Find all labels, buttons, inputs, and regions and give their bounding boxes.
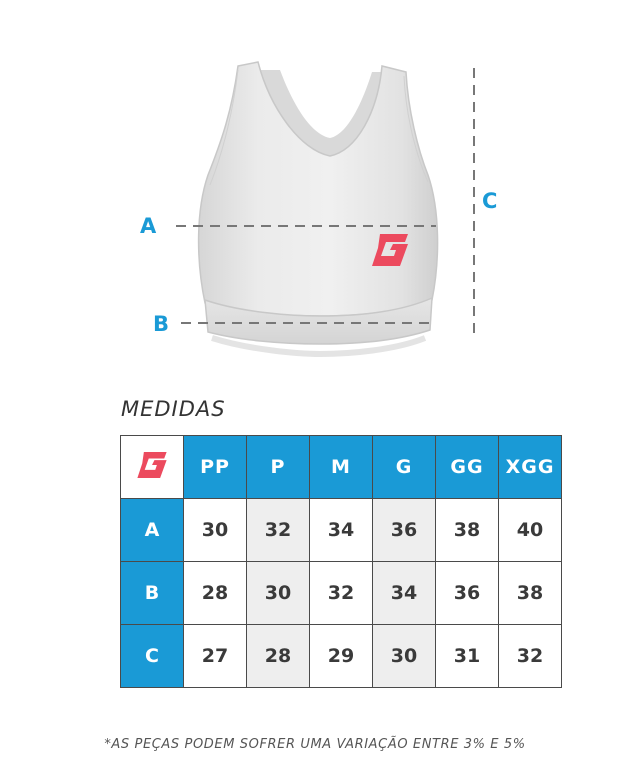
size-header: XGG: [499, 436, 562, 499]
table-cell: 32: [247, 499, 310, 562]
table-cell: 36: [373, 499, 436, 562]
size-header: G: [373, 436, 436, 499]
page-title: MEDIDAS: [121, 397, 226, 421]
size-table: [120, 435, 562, 688]
measure-label-c: C: [482, 189, 498, 213]
row-label: B: [121, 562, 184, 625]
table-cell: 32: [310, 562, 373, 625]
table-cell: 28: [184, 562, 247, 625]
brand-logo-cell: [121, 436, 184, 499]
table-cell: 38: [499, 562, 562, 625]
size-header: M: [310, 436, 373, 499]
row-label: A: [121, 499, 184, 562]
variation-note: *AS PEÇAS PODEM SOFRER UMA VARIAÇÃO ENTRE 3% E 5%: [104, 737, 526, 752]
table-cell: 40: [499, 499, 562, 562]
size-header: PP: [184, 436, 247, 499]
table-cell: 38: [436, 499, 499, 562]
table-header-row: [121, 436, 562, 499]
size-header: P: [247, 436, 310, 499]
g-logo-icon: [135, 452, 169, 478]
sports-bra-illustration: [0, 0, 630, 380]
table-row: [121, 499, 562, 562]
table-row: [121, 562, 562, 625]
row-label: C: [121, 625, 184, 688]
table-cell: 30: [373, 625, 436, 688]
table-row: [121, 625, 562, 688]
table-cell: 30: [247, 562, 310, 625]
measure-label-b: B: [153, 312, 170, 336]
size-header: GG: [436, 436, 499, 499]
table-cell: 28: [247, 625, 310, 688]
table-cell: 34: [310, 499, 373, 562]
table-cell: 32: [499, 625, 562, 688]
table-cell: 34: [373, 562, 436, 625]
table-cell: 31: [436, 625, 499, 688]
table-cell: 30: [184, 499, 247, 562]
measure-label-a: A: [140, 214, 157, 238]
table-cell: 36: [436, 562, 499, 625]
table-cell: 29: [310, 625, 373, 688]
table-cell: 27: [184, 625, 247, 688]
